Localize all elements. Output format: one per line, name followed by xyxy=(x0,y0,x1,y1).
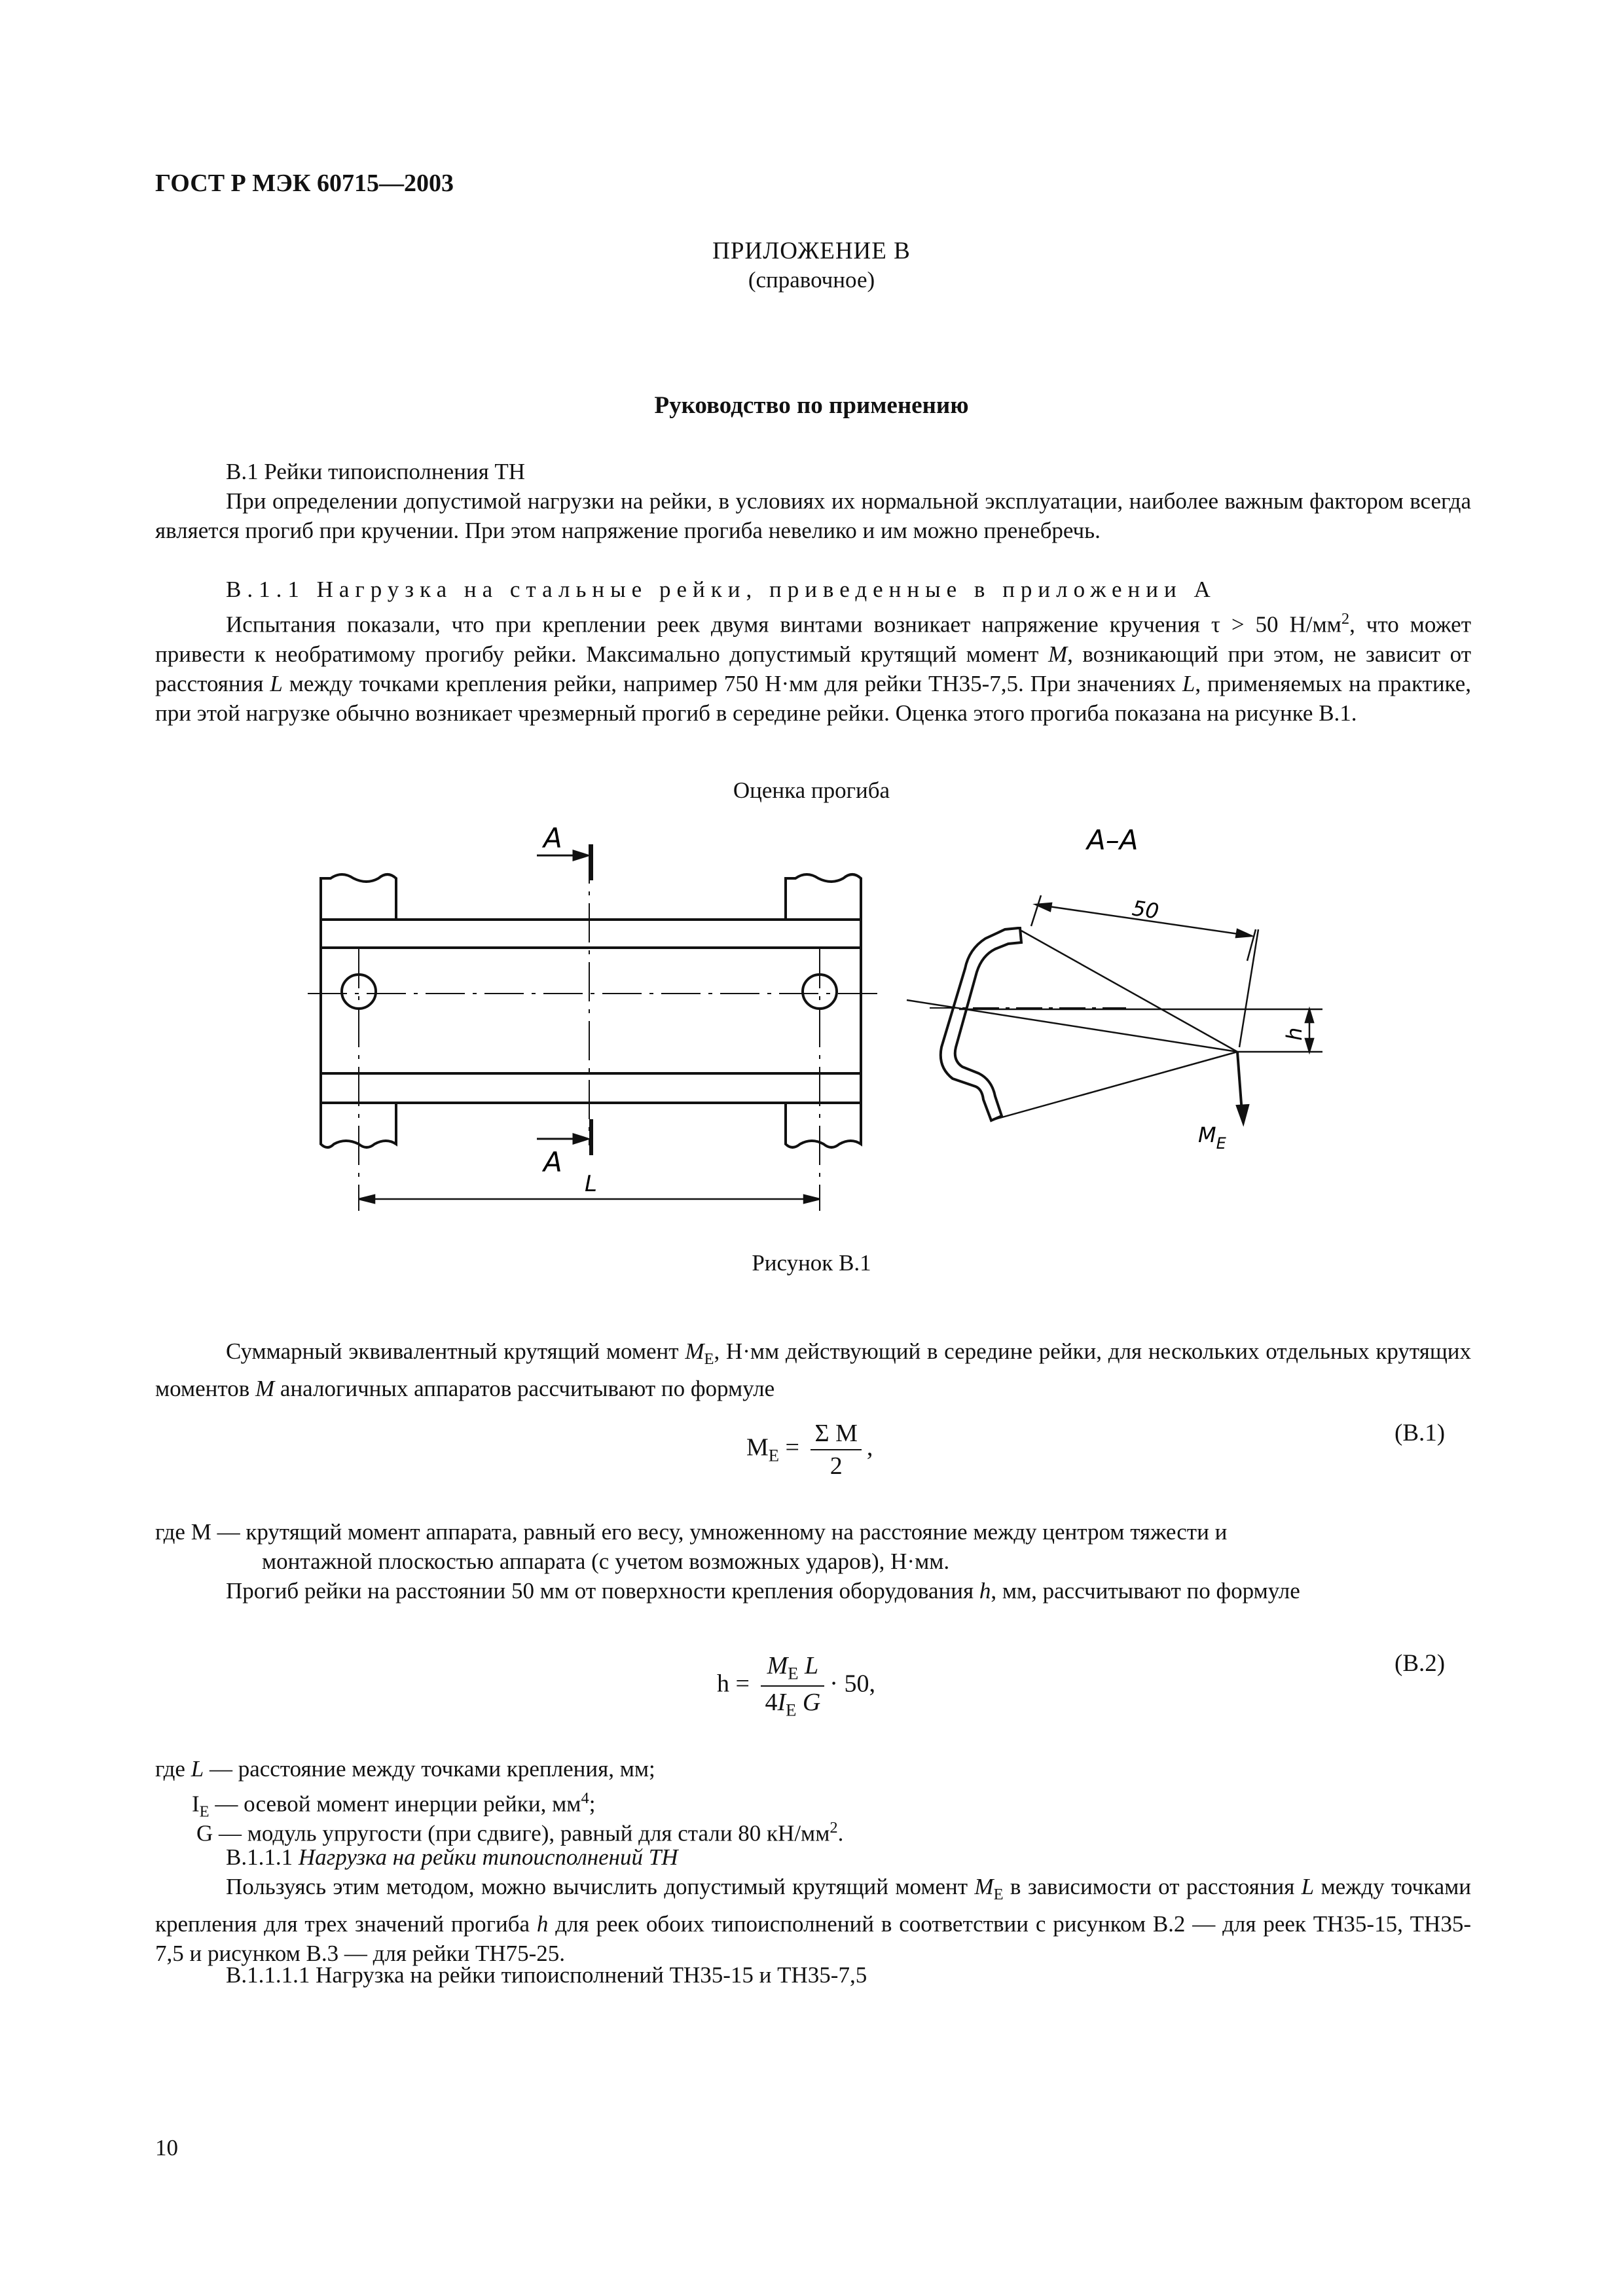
section-view-title: А–А xyxy=(1087,824,1139,856)
b11-text: Испытания показали, что при креплении реек двумя винтами возникает напряжение кручения τ > 50 $Н/мм^2$, что может привести к необратимому прогибу рейки. Максимально допустимый крутящий момент M, возникающий при этом, не зависит от расстояния L между точками крепления рейки, например 750 Н·мм для рейки ТН35-7,5. При значениях L, применяемых на практике, при этой нагрузке обычно возникает чрезмерный прогиб в середине рейки. Оценка этого прогиба показана на рисунке В.1. xyxy=(155,610,1472,726)
figure-caption: Рисунок В.1 xyxy=(752,1250,871,1276)
b111-text: Пользуясь этим методом, можно вычислить допустимый крутящий момент $M_E$ в зависимости от расстояния L между точками крепления для трех значений прогиба h для реек обоих типоисполнений в соответствии с рисунком В.2 — для реек ТН35-15, ТН35-7,5 и рисунком В.3 — для рейки ТН75-25. xyxy=(155,1874,1471,1966)
formula-b2-where-line2: $I_E$ — осевой момент инерции рейки, $мм^4$; xyxy=(192,1789,596,1821)
figure-deflection-drawing xyxy=(0,812,1623,1244)
formula-b2: h = $\frac{M_E L}{4I_E G}$ · 50, xyxy=(717,1652,875,1720)
b11-heading: В.1.1 Нагрузка на стальные рейки, приведенные в приложении А xyxy=(226,577,1216,602)
b111-heading: В.1.1.1 Нагрузка на рейки типоисполнений ТН xyxy=(226,1844,678,1870)
b1-heading: В.1 Рейки типоисполнения ТН xyxy=(226,459,526,484)
formula-b2-where-line1: где L — расстояние между точками крепления, мм; xyxy=(155,1756,655,1782)
section-title: Руководство по применению xyxy=(654,392,969,419)
page-number: 10 xyxy=(155,2135,178,2161)
sum-moment-text: Суммарный эквивалентный крутящий момент $M_E$, Н·мм действующий в середине рейки, для нескольких отдельных крутящих моментов M аналогичных аппаратов рассчитывают по формуле xyxy=(155,1338,1472,1401)
appendix-subtitle: (справочное) xyxy=(748,267,875,293)
formula-b1: $M_E$ = $\frac{\text{Σ M}}{2}$ , xyxy=(746,1420,873,1480)
profile-cross-section xyxy=(941,928,1021,1121)
section-label-bottom: А xyxy=(543,1146,562,1178)
moment-label: $M_E$ xyxy=(1198,1122,1226,1153)
formula-b1-where-line1: где M — крутящий момент аппарата, равный его весу, умноженному на расстояние между центром тяжести и xyxy=(155,1519,1228,1545)
dimension-h-label: h xyxy=(1282,1027,1307,1041)
appendix-title: ПРИЛОЖЕНИЕ В xyxy=(712,238,911,264)
dimension-50-label: 50 xyxy=(1130,895,1161,924)
deflection-text: Прогиб рейки на расстоянии 50 мм от поверхности крепления оборудования h, мм, рассчитывают по формуле xyxy=(226,1578,1300,1604)
section-label-top: А xyxy=(543,822,562,854)
figure-title: Оценка прогиба xyxy=(733,778,890,803)
formula-b1-where-line2: монтажной плоскостью аппарата (с учетом возможных ударов), Н·мм. xyxy=(262,1549,950,1574)
dimension-L-label: L xyxy=(585,1171,597,1197)
document-code: ГОСТ Р МЭК 60715—2003 xyxy=(155,170,454,197)
b1-text: При определении допустимой нагрузки на рейки, в условиях их нормальной эксплуатации, наиболее важным фактором всегда является прогиб при кручении. При этом напряжение прогиба невелико и им можно пренебречь. xyxy=(155,488,1471,543)
formula-b2-where-line3: G — модуль упругости (при сдвиге), равный для стали 80 $кН/мм^2$. xyxy=(196,1819,844,1846)
formula-b2-number: (В.2) xyxy=(1395,1650,1446,1677)
b1111-heading: В.1.1.1.1 Нагрузка на рейки типоисполнений ТН35-15 и ТН35-7,5 xyxy=(226,1962,867,1988)
formula-b1-number: (В.1) xyxy=(1395,1420,1446,1446)
